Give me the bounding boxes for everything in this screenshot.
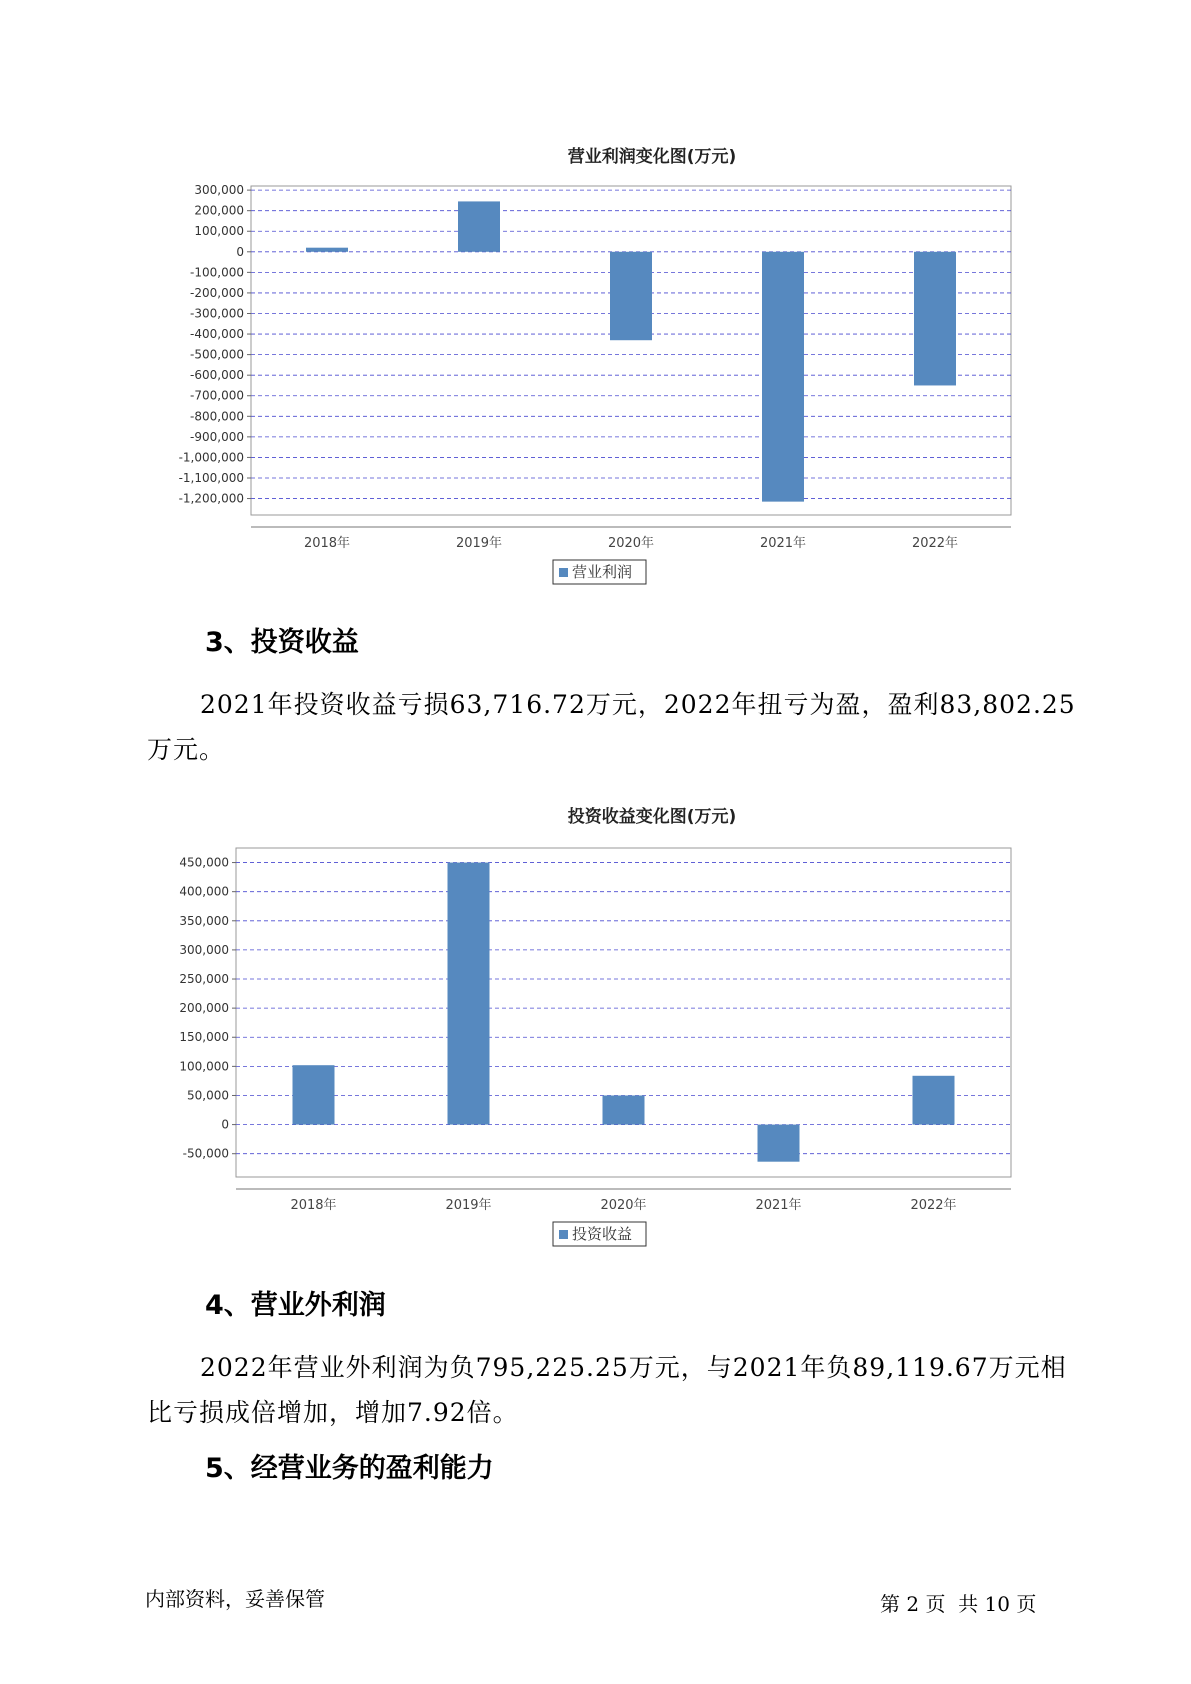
y-tick-label: -1,200,000 xyxy=(178,491,244,506)
y-tick-label: 300,000 xyxy=(179,942,229,957)
footer-confidential-note: 内部资料，妥善保管 xyxy=(145,1587,325,1611)
y-tick-label: -800,000 xyxy=(190,409,244,424)
y-tick-label: 200,000 xyxy=(194,203,244,218)
plot-area xyxy=(236,848,1011,1177)
section-5-heading: 5、经营业务的盈利能力 xyxy=(205,1453,494,1484)
y-tick-label: -600,000 xyxy=(190,368,244,383)
x-tick-label: 2021年 xyxy=(759,536,807,551)
y-tick-label: 250,000 xyxy=(179,972,229,987)
legend-label: 营业利润 xyxy=(572,563,633,581)
y-tick-label: 0 xyxy=(236,244,244,259)
chart-title: 营业利润变化图(万元) xyxy=(567,147,737,167)
operating-profit-chart-svg xyxy=(0,130,1191,600)
y-tick-label: 400,000 xyxy=(179,884,229,899)
y-tick-label: -300,000 xyxy=(190,306,244,321)
y-tick-label: -700,000 xyxy=(190,388,244,403)
y-tick-label: 200,000 xyxy=(179,1001,229,1016)
x-tick-label: 2018年 xyxy=(303,536,351,551)
y-tick-label: 150,000 xyxy=(179,1030,229,1045)
y-tick-label: 450,000 xyxy=(179,855,229,870)
x-tick-label: 2019年 xyxy=(455,536,503,551)
bar xyxy=(758,1125,800,1162)
y-tick-label: -500,000 xyxy=(190,347,244,362)
investment-income-chart xyxy=(0,790,1191,1260)
bar xyxy=(913,1076,955,1125)
bar xyxy=(293,1065,335,1124)
section-3-paragraph: 2021年投资收益亏损63,716.72万元，2022年扭亏为盈，盈利83,802.25万元。 xyxy=(147,690,1076,764)
y-tick-label: 0 xyxy=(221,1117,229,1132)
y-tick-label: 350,000 xyxy=(179,913,229,928)
bar xyxy=(610,252,652,340)
plot-area xyxy=(251,186,1011,515)
bar xyxy=(603,1095,645,1124)
operating-profit-chart xyxy=(0,130,1191,600)
bar xyxy=(306,248,348,252)
y-tick-label: -200,000 xyxy=(190,285,244,300)
legend-swatch xyxy=(559,568,568,577)
footer-page-number: 第 2 页 共 10 页 xyxy=(880,1592,1037,1616)
x-tick-label: 2022年 xyxy=(910,1198,957,1213)
section-3-heading: 3、投资收益 xyxy=(205,627,359,658)
x-tick-label: 2022年 xyxy=(911,536,959,551)
y-tick-label: -1,100,000 xyxy=(178,470,244,485)
legend-swatch xyxy=(559,1230,568,1239)
x-tick-label: 2020年 xyxy=(600,1198,647,1213)
x-tick-label: 2020年 xyxy=(607,536,655,551)
investment-income-chart-svg xyxy=(0,790,1191,1260)
y-tick-label: -400,000 xyxy=(190,327,244,342)
section-4-paragraph: 2022年营业外利润为负795,225.25万元，与2021年负89,119.67万元相比亏损成倍增加，增加7.92倍。 xyxy=(147,1353,1067,1427)
y-tick-label: -900,000 xyxy=(190,429,244,444)
y-tick-label: -50,000 xyxy=(182,1146,229,1161)
y-tick-label: 50,000 xyxy=(187,1088,229,1103)
y-tick-label: 100,000 xyxy=(194,224,244,239)
y-tick-label: 100,000 xyxy=(179,1059,229,1074)
section-4-heading: 4、营业外利润 xyxy=(205,1290,386,1321)
x-tick-label: 2019年 xyxy=(445,1198,492,1213)
y-tick-label: 300,000 xyxy=(194,183,244,198)
y-tick-label: -1,000,000 xyxy=(178,450,244,465)
legend-label: 投资收益 xyxy=(572,1225,633,1243)
chart-title: 投资收益变化图(万元) xyxy=(567,807,737,827)
bar xyxy=(448,863,490,1125)
bar xyxy=(914,252,956,386)
y-tick-label: -100,000 xyxy=(190,265,244,280)
x-tick-label: 2018年 xyxy=(290,1198,337,1213)
bar xyxy=(458,201,500,251)
x-tick-label: 2021年 xyxy=(755,1198,802,1213)
bar xyxy=(762,252,804,502)
